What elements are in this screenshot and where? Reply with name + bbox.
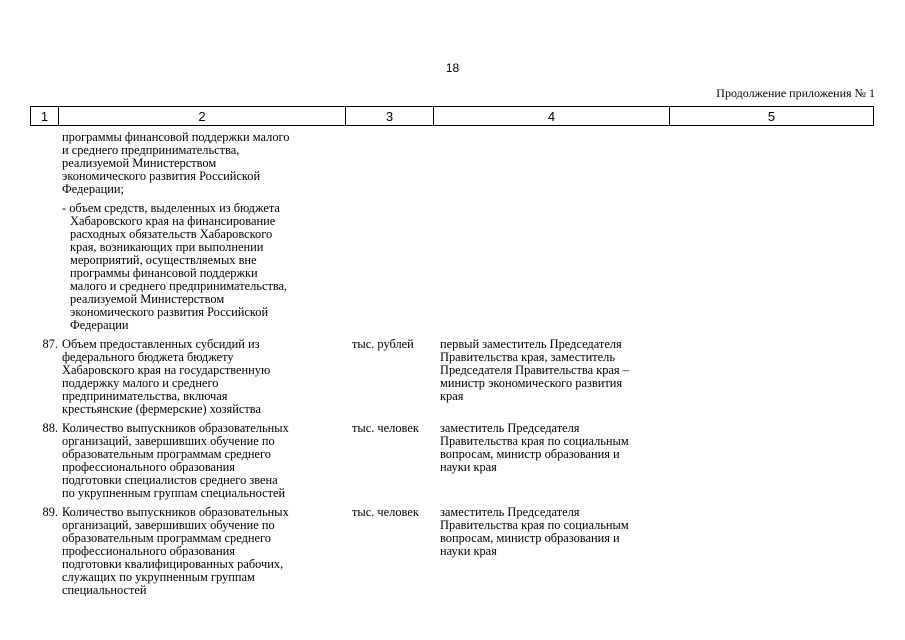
table-row [30, 506, 873, 598]
continued-row-dash [30, 202, 873, 338]
page-number: 18 [445, 61, 460, 75]
header-cell-4: 4 [434, 107, 670, 126]
unit: тыс. человек [352, 421, 419, 435]
table-row [30, 422, 873, 506]
dash-list-item: - объем средств, выделенных из бюджета Хабаровского края на финансирование расходных обязательств Хабаровского края, возникающих при выполнении мероприятий, осуществляемых вне программы финансовой поддержки малого и среднего предпринимательства, реализуемой Министерством экономического развития Российской Федерации [62, 201, 288, 332]
row-number: 88. [42, 421, 58, 435]
header-cell-5: 5 [670, 107, 874, 126]
indicator-name: Объем предоставленных субсидий из федерального бюджета бюджету Хабаровского края на государственную поддержку малого и среднего предпринимательства, включая крестьянские (фермерские) хозяйства [62, 337, 271, 416]
unit: тыс. рублей [352, 337, 414, 351]
indicator-name: Количество выпускников образовательных организаций, завершивших обучение по образовательным программам среднего профессионального образования подготовки специалистов среднего звена по укрупненным группам специальностей [62, 421, 289, 500]
continued-text: программы финансовой поддержки малого и среднего предпринимательства, реализуемой Министерством экономического развития Российской Федерации; [62, 130, 290, 196]
responsible-official: заместитель Председателя Правительства края по социальным вопросам, министр образования и науки края [440, 505, 629, 558]
header-cell-3: 3 [346, 107, 434, 126]
indicator-name: Количество выпускников образовательных организаций, завершивших обучение по образовательным программам среднего профессионального образования подготовки квалифицированных рабочих, служащих по укрупненным группам специальностей [62, 505, 289, 597]
responsible-official: заместитель Председателя Правительства края по социальным вопросам, министр образования и науки края [440, 421, 629, 474]
appendix-continuation-label: Продолжение приложения № 1 [716, 86, 875, 100]
unit: тыс. человек [352, 505, 419, 519]
row-number: 89. [42, 505, 58, 519]
responsible-official: первый заместитель Председателя Правительства края, заместитель Председателя Правительства края – министр экономического развития края [440, 337, 629, 403]
row-number: 87. [42, 337, 58, 351]
header-cell-1: 1 [31, 107, 59, 126]
continued-row [30, 131, 873, 202]
table-body [30, 131, 873, 598]
column-number-header [30, 106, 874, 126]
table-row [30, 338, 873, 422]
header-row [31, 107, 874, 126]
header-cell-2: 2 [59, 107, 346, 126]
